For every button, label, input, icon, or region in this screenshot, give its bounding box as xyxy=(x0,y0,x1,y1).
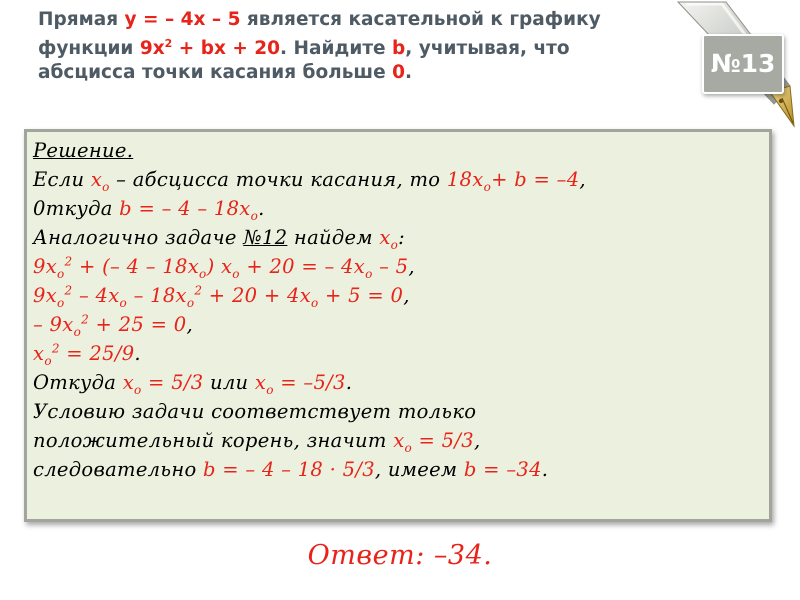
problem-text: , учитывая, что xyxy=(405,38,570,60)
solution-line: – $9x_o^2 + 25 = 0$, xyxy=(33,312,193,339)
solution-heading: Решение. xyxy=(33,139,134,162)
zero-value: 0 xyxy=(392,62,405,84)
solution-line: Условию задачи соответствует только xyxy=(33,400,477,423)
problem-text: . Найдите xyxy=(280,38,393,60)
problem-text: . xyxy=(404,62,412,84)
problem-number-badge: №13 xyxy=(702,34,784,94)
line-equation: y = – 4x – 5 xyxy=(124,9,241,30)
problem-line-1 xyxy=(38,8,638,32)
solution-text xyxy=(33,136,768,484)
solution-line: Откуда $x_o = 5/3$ или $x_o = -5/3$. xyxy=(33,371,353,397)
final-answer: Ответ: –34. xyxy=(307,540,493,571)
solution-line: $9x_o^2 - 4x_o - 18x_o^2 + 20 + 4x_o + 5 = 0$, xyxy=(33,283,410,310)
solution-line: $x_o^2 = 25/9$. xyxy=(33,341,141,368)
problem-text: является касательной к графику xyxy=(240,9,601,30)
solution-line: $9x_o^2$ + (– $4 - 18x_o$) $x_o + 20$ = – $4x_o - 5$, xyxy=(33,254,415,281)
solution-line: Если $x_o$ – абсцисса точки касания, то $18x_o+ b = -4$, xyxy=(33,168,586,194)
solution-line: положительный корень, значит $x_o = 5/3$, xyxy=(33,429,481,455)
problem-text: функции xyxy=(38,38,140,60)
problem-text: Прямая xyxy=(38,9,125,30)
badge-area xyxy=(664,0,800,128)
function-expression: $9x^2$ + bx + 20 xyxy=(139,37,281,60)
problem-line-2 xyxy=(38,32,638,61)
solution-line: следовательно b = – 4 – 18 · 5/3, имеем b = –34. xyxy=(33,458,549,481)
solution-line: 0ткуда b = – $4 - 18x_o$. xyxy=(33,197,265,223)
problem-statement xyxy=(38,8,638,85)
problem-line-3 xyxy=(38,61,638,85)
solution-line: Аналогично задаче №12 найдем $x_o$: xyxy=(33,226,406,252)
variable-b: b xyxy=(392,38,406,60)
problem-text: абсцисса точки касания больше xyxy=(38,62,393,84)
